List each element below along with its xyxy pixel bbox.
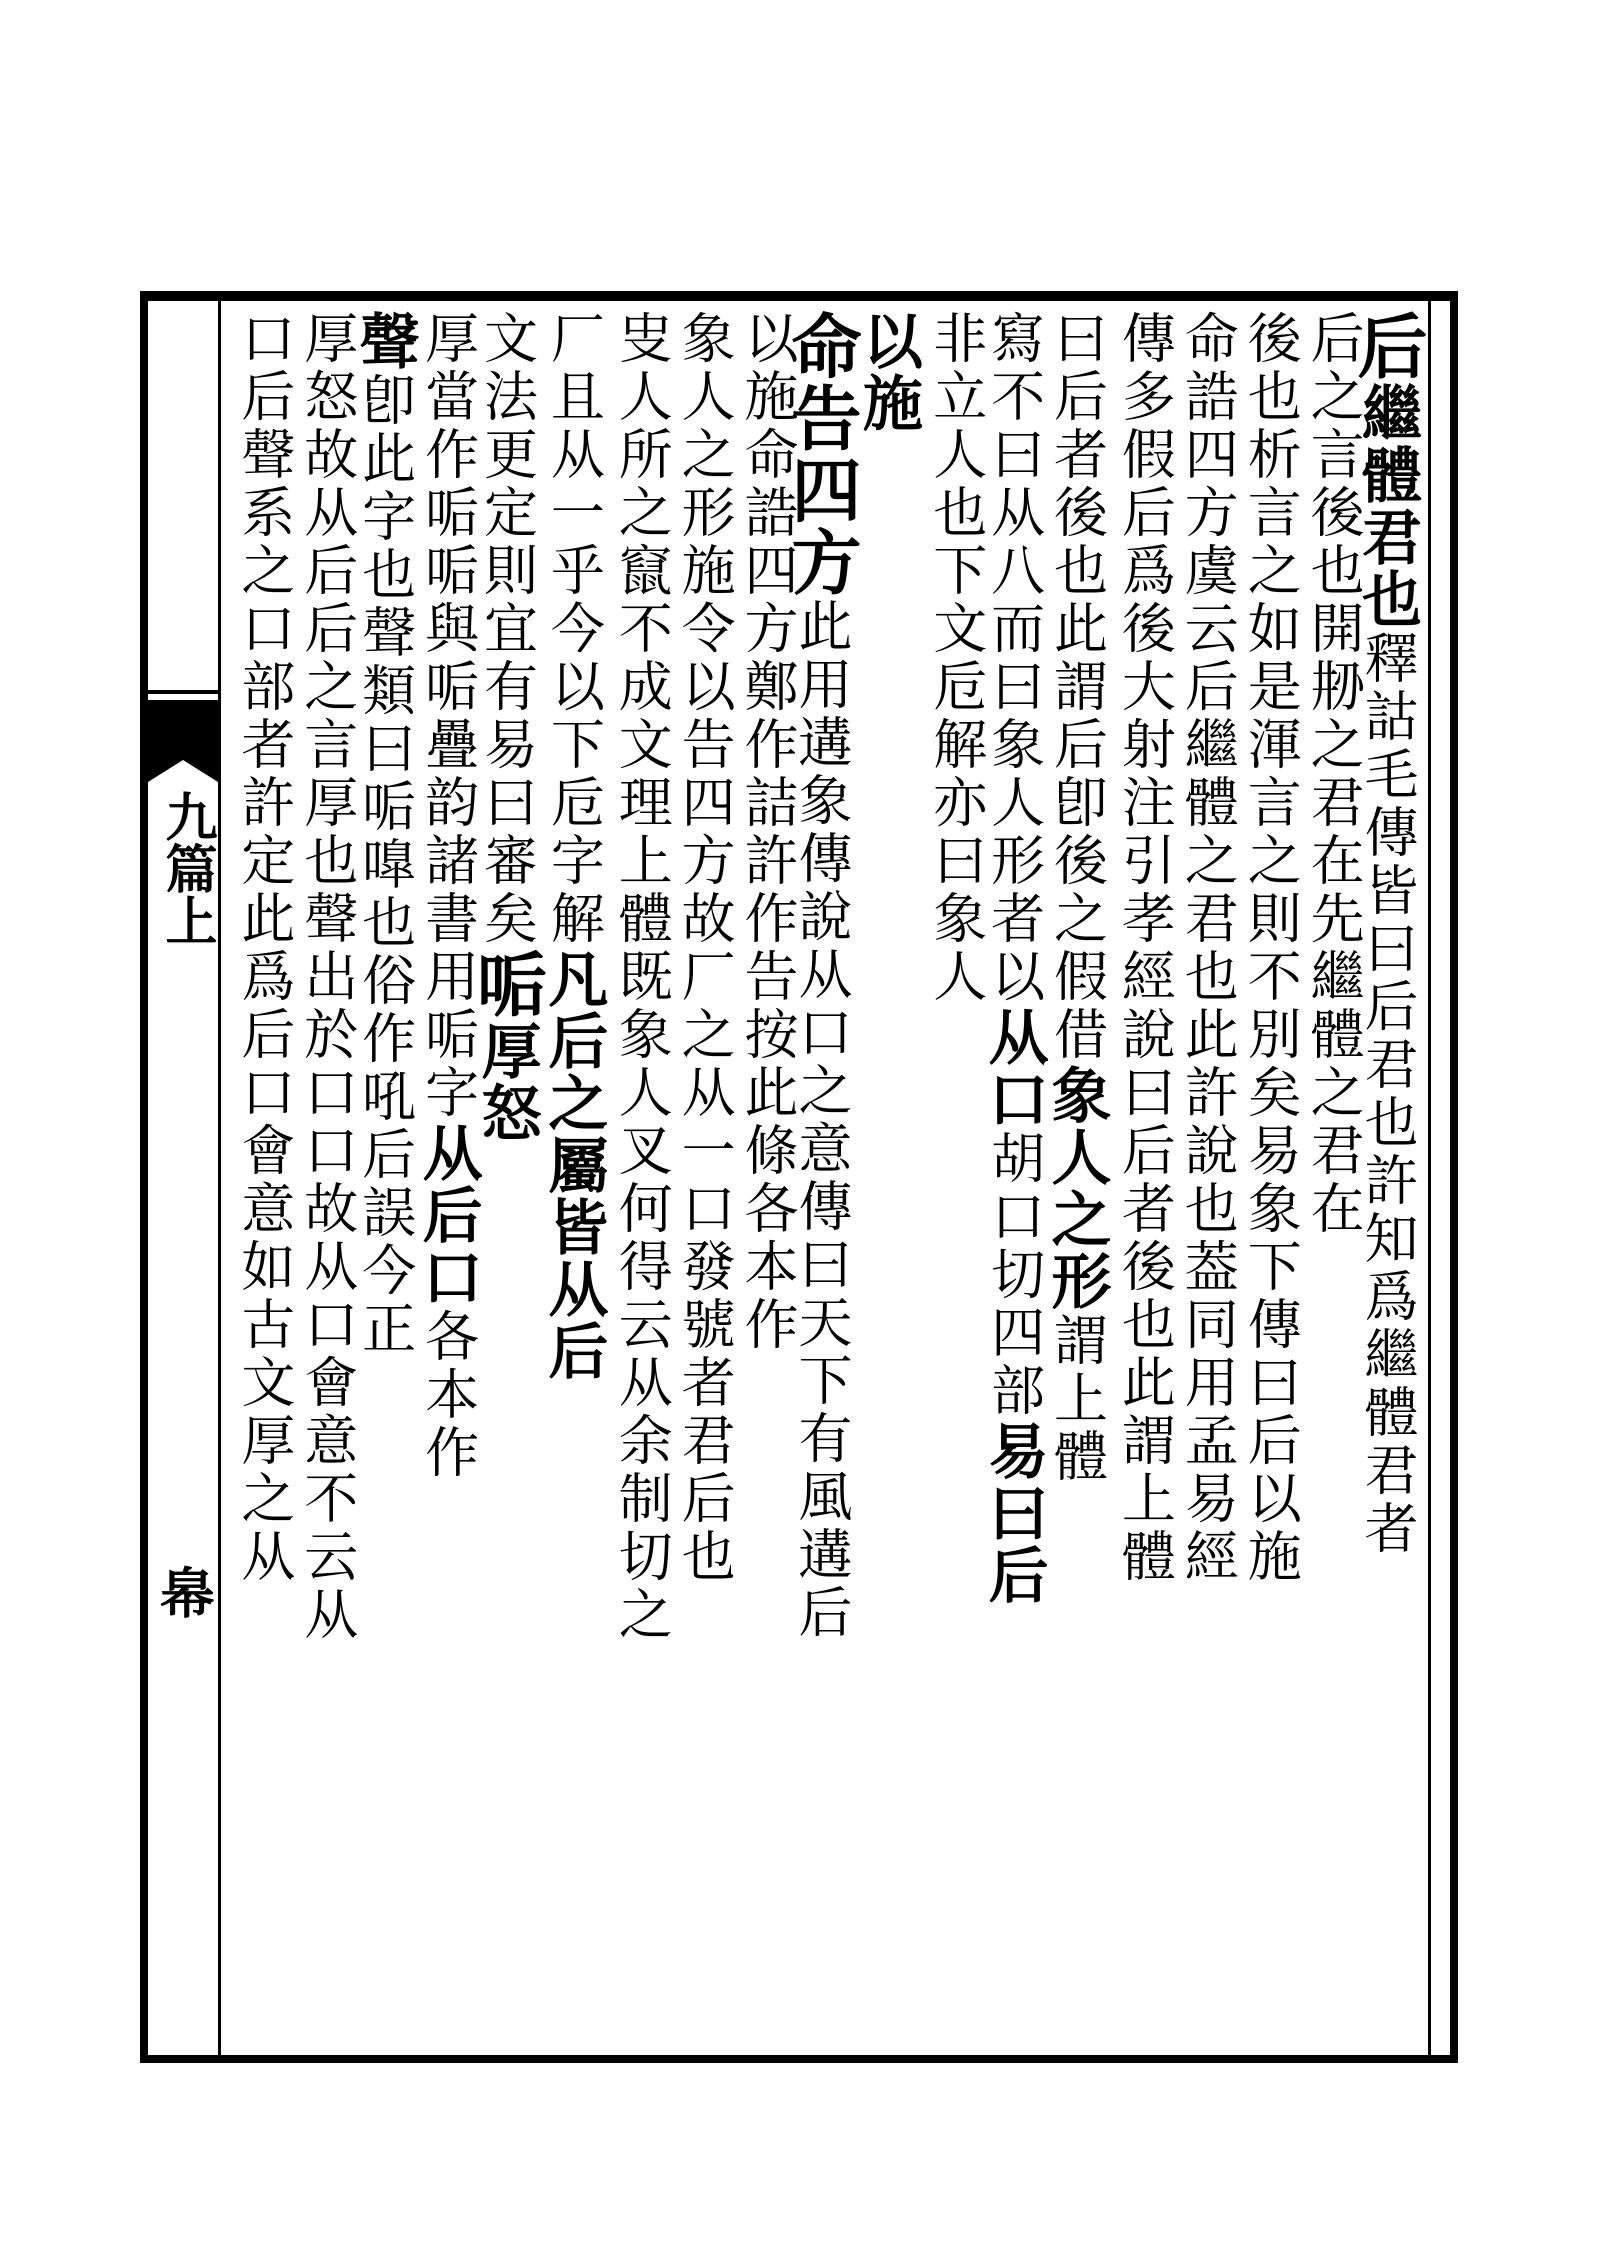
commentary-segment: 象人之形施令以告四方故厂之从一口發號者君后也 [673, 310, 737, 1586]
fascicle-label: 九篇上 [156, 790, 217, 946]
page-frame-bottom-border [140, 2055, 1458, 2063]
main-text-segment: 易曰后 [978, 1420, 1049, 1606]
page-frame-right-border [1450, 291, 1458, 2062]
text-column [349, 310, 420, 2050]
text-column [978, 310, 1049, 2050]
headword: 后 [1345, 310, 1429, 382]
commentary-segment: 卽此字也聲類曰㖃嘷也俗作吼后誤今正 [353, 372, 417, 1358]
main-text-segment: 厚怒 [471, 1020, 542, 1144]
main-text-segment: 象人之形 [1041, 1064, 1112, 1312]
text-column [670, 310, 737, 2050]
commentary-segment: 㕜人所之竄不成文理上體既象人叉何得云从余制切之 [610, 310, 674, 1644]
fishtail-rule [148, 690, 218, 694]
text-column [1236, 310, 1303, 2050]
fishtail-notch [148, 760, 218, 782]
page-frame-left-border [140, 291, 148, 2062]
commentary-segment: 謂上體 [1045, 1312, 1109, 1486]
text-column [1173, 310, 1240, 2050]
commentary-segment: 厚當作㖃㖃與㖃疊韵諸書用㖃字 [416, 310, 480, 1122]
headword: 命告四方 [779, 310, 863, 598]
text-column [607, 310, 674, 2050]
main-text-segment: 以施 [852, 310, 923, 434]
text-column [293, 310, 359, 2050]
text-column [1041, 310, 1112, 2050]
commentary-segment: 口后聲系之口部者許定此爲后口會意如古文厚之从 [232, 310, 296, 1586]
text-column [1345, 310, 1429, 2050]
text-column [733, 310, 800, 2050]
headword: 㖃 [465, 948, 549, 1020]
main-text-segment: 从后口 [412, 1122, 483, 1308]
commentary-segment: 厂且从一乎今以下卮字解 [542, 310, 606, 948]
commentary-segment: 此用遘象傳說从口之意傳曰天下有風遘后 [789, 598, 853, 1642]
text-column [1111, 310, 1177, 2050]
commentary-segment: 釋詁毛傳皆曰后君也許知爲繼體君者 [1355, 630, 1419, 1558]
page-frame-top-border [140, 291, 1458, 301]
commentary-segment: 後也析言之如是渾言之則不別矣易象下傳曰后以施 [1239, 310, 1303, 1586]
block-margin-divider [218, 301, 221, 2055]
text-column [412, 310, 483, 2050]
commentary-segment: 各本作 [416, 1308, 480, 1482]
text-column [538, 310, 609, 2050]
commentary-segment: 非立人也下文卮解亦曰象人 [924, 310, 988, 1006]
commentary-segment: 以施命誥四方鄭作詰許作告按此條各本作 [736, 310, 800, 1354]
commentary-segment: 后之言後也開刱之君在先繼體之君在 [1302, 310, 1366, 1238]
commentary-segment: 文法更定則宜有易曰審矣 [475, 310, 539, 948]
commentary-segment: 傳多假后爲後大射注引孝經說曰后者後也此謂上體 [1113, 310, 1177, 1586]
text-column [779, 310, 863, 2050]
text-column [852, 310, 923, 2050]
main-text-area [230, 310, 1429, 2050]
commentary-segment: 寫不曰从八而曰象人形者以 [982, 310, 1046, 1006]
text-column [922, 310, 988, 2050]
text-column [465, 310, 549, 2050]
commentary-segment: 曰后者後也此謂后卽後之假借 [1045, 310, 1109, 1064]
page-frame-inner-right-rule [1428, 300, 1431, 2055]
block-margin-band [148, 301, 218, 2055]
fishtail-mark [148, 700, 218, 760]
main-text-segment: 从口 [978, 1006, 1049, 1130]
commentary-segment: 命誥四方虞云后繼體之君也此許說也葢同用孟易經 [1176, 310, 1240, 1586]
main-text-segment: 凡后之屬皆从后 [538, 948, 609, 1382]
main-text-segment: 聲 [349, 310, 420, 372]
text-column [1299, 310, 1366, 2050]
text-column [230, 310, 296, 2050]
main-text-segment: 繼體君也 [1351, 382, 1422, 630]
commentary-segment: 厚怒故从后后之言厚也聲出於口口故从口會意不云从 [295, 310, 359, 1644]
folio-number: 㡍 [152, 1565, 216, 1619]
commentary-segment: 胡口切四部 [982, 1130, 1046, 1420]
